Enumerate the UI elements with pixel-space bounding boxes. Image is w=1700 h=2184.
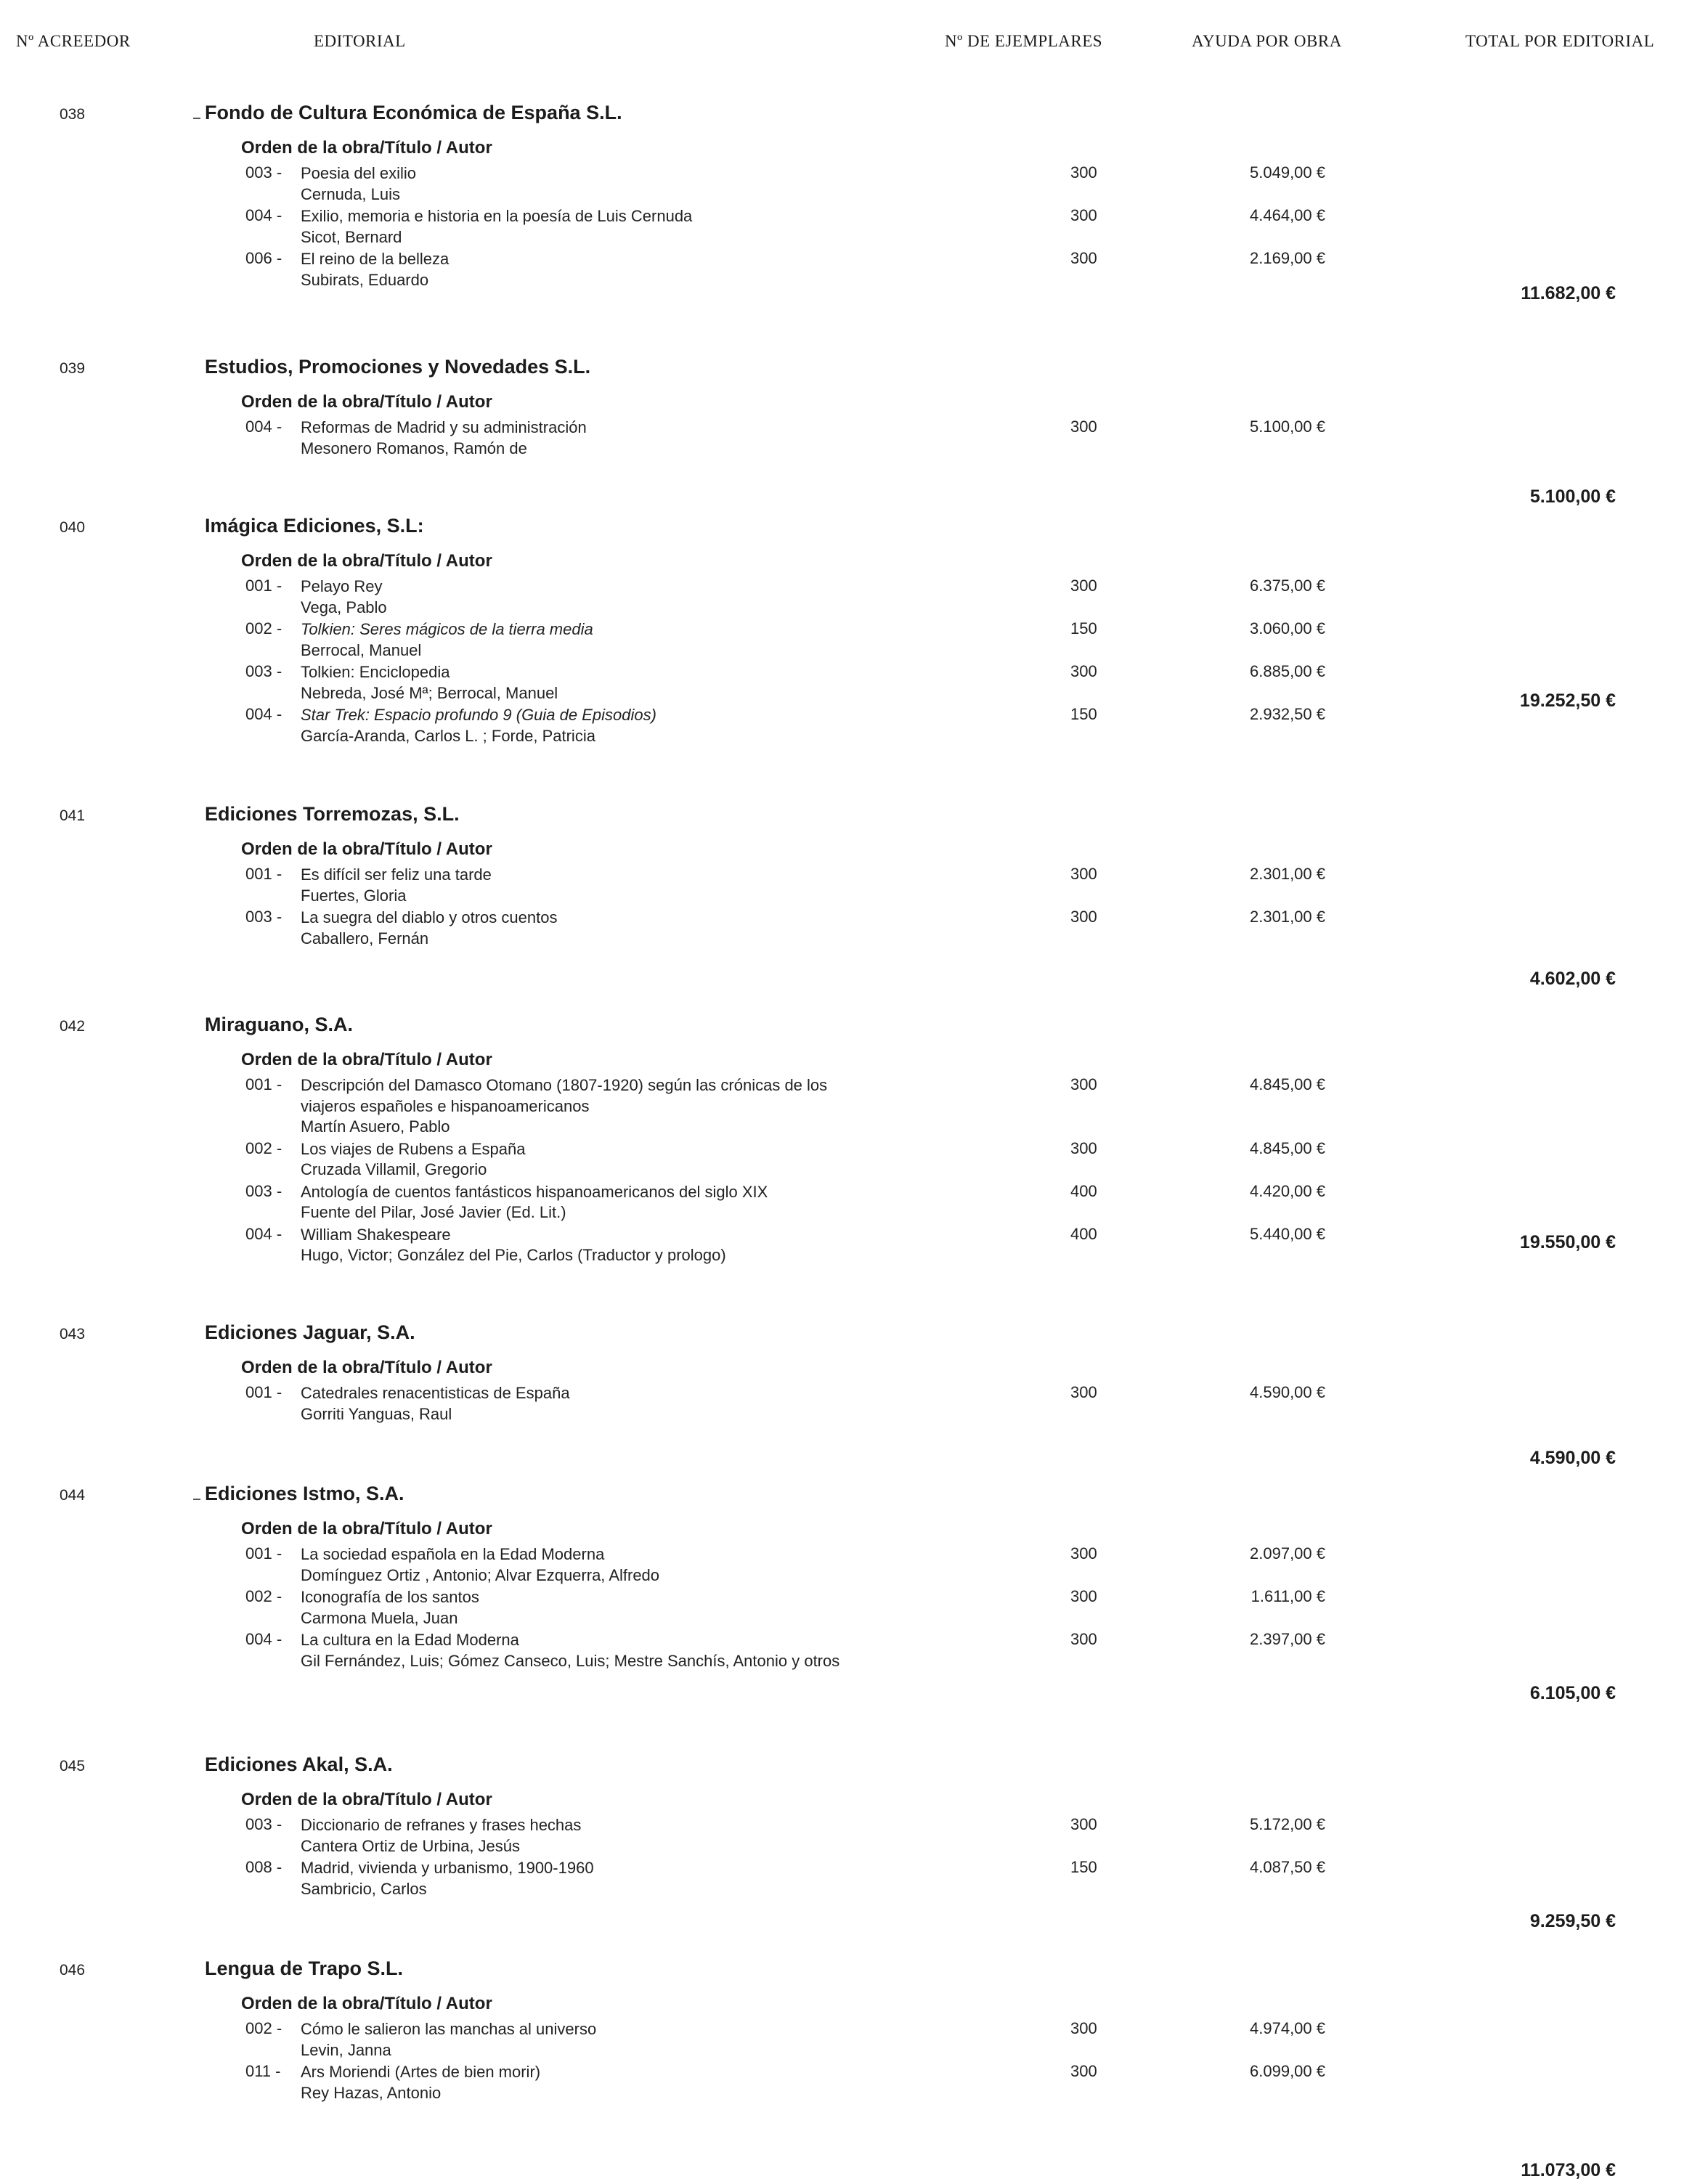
work-title: Descripción del Damasco Otomano (1807-1920) según las crónicas de los viajeros españoles e hispanoamericanos [301,1076,828,1115]
work-title: Tolkien: Enciclopedia [301,663,450,681]
items-subheading: Orden de la obra/Título / Autor [241,138,492,158]
work-author: Berrocal, Manuel [301,640,422,659]
copies-count: 150 [1070,1858,1097,1876]
aid-amount: 2.932,50 € [1250,705,1325,723]
header-total: TOTAL POR EDITORIAL [1465,32,1655,50]
work-row [0,1182,1700,1225]
creditor-number: 038 [60,106,86,123]
copies-count: 300 [1070,163,1097,182]
work-order: 001 - [245,1075,282,1093]
work-order: 003 - [245,1815,282,1833]
aid-amount: 2.169,00 € [1250,249,1325,267]
work-author: Cruzada Villamil, Gregorio [301,1160,487,1178]
work-order: 003 - [245,908,282,926]
work-row [0,1544,1700,1587]
work-order: 001 - [245,1383,282,1401]
work-row [0,417,1700,460]
copies-count: 300 [1070,1544,1097,1562]
work-author: Hugo, Victor; González del Pie, Carlos (Traductor y prologo) [301,1246,726,1264]
items-subheading: Orden de la obra/Título / Autor [241,1790,492,1809]
work-order: 004 - [245,417,282,436]
aid-amount: 2.301,00 € [1250,908,1325,926]
aid-amount: 1.611,00 € [1250,1587,1325,1605]
work-order: 004 - [245,705,282,723]
creditor-number: 041 [60,807,86,824]
creditor-number: 042 [60,1018,86,1035]
copies-count: 300 [1070,2062,1097,2080]
work-author: Caballero, Fernán [301,929,429,948]
work-row [0,619,1700,662]
aid-amount: 6.885,00 € [1250,662,1325,680]
work-title: Ars Moriendi (Artes de bien morir) [301,2063,541,2081]
items-subheading: Orden de la obra/Título / Autor [241,1994,492,2013]
aid-amount: 5.049,00 € [1250,163,1325,182]
work-row [0,1815,1700,1858]
publisher-block [0,509,1700,797]
creditor-number: 045 [60,1758,86,1774]
work-author: Sicot, Bernard [301,227,402,246]
work-row [0,1383,1700,1426]
aid-amount: 4.845,00 € [1250,1075,1325,1093]
publisher-list [0,96,1700,2184]
publisher-total: 4.602,00 € [1529,969,1616,989]
publisher-total: 6.105,00 € [1529,1683,1616,1703]
aid-amount: 5.440,00 € [1250,1224,1325,1243]
work-title: Madrid, vivienda y urbanismo, 1900-1960 [301,1859,594,1877]
work-row [0,1587,1700,1630]
publisher-name: Ediciones Akal, S.A. [205,1753,393,1775]
aid-amount: 6.375,00 € [1250,576,1325,595]
aid-amount: 4.845,00 € [1250,1138,1325,1157]
publisher-total: 9.259,50 € [1529,1911,1616,1931]
work-order: 003 - [245,163,282,182]
publisher-total: 4.590,00 € [1529,1448,1616,1468]
copies-count: 300 [1070,662,1097,680]
aid-amount: 4.464,00 € [1250,206,1325,224]
header-editorial: EDITORIAL [314,32,406,50]
publisher-block [0,1008,1700,1316]
work-author: Gil Fernández, Luis; Gómez Canseco, Luis; Mestre Sanchís, Antonio y otros [301,1651,840,1670]
work-title: Poesia del exilio [301,164,416,182]
copies-count: 300 [1070,576,1097,595]
copies-count: 300 [1070,1075,1097,1093]
work-title: La suegra del diablo y otros cuentos [301,908,558,926]
work-order: 006 - [245,249,282,267]
work-author: Levin, Janna [301,2040,391,2059]
copies-count: 300 [1070,908,1097,926]
copies-count: 400 [1070,1181,1097,1200]
work-author: Domínguez Ortiz , Antonio; Alvar Ezquerra, Alfredo [301,1565,660,1584]
aid-amount: 4.590,00 € [1250,1383,1325,1401]
aid-amount: 3.060,00 € [1250,619,1325,637]
header-ejemplares: Nº DE EJEMPLARES [945,32,1103,50]
publisher-name: Imágica Ediciones, S.L: [205,515,424,537]
publisher-total: 11.073,00 € [1521,2160,1616,2180]
work-order: 002 - [245,619,282,637]
work-author: Subirats, Eduardo [301,270,429,289]
copies-count: 300 [1070,1138,1097,1157]
publisher-total: 19.550,00 € [1519,1232,1616,1252]
work-order: 004 - [245,1224,282,1243]
work-row [0,1139,1700,1182]
work-order: 003 - [245,1181,282,1200]
copies-count: 150 [1070,705,1097,723]
creditor-number: 040 [60,519,86,536]
work-author: Mesonero Romanos, Ramón de [301,439,527,457]
aid-amount: 2.301,00 € [1250,865,1325,883]
work-title: Iconografía de los santos [301,1588,479,1606]
aid-amount: 2.397,00 € [1250,1630,1325,1648]
aid-amount: 4.420,00 € [1250,1181,1325,1200]
publisher-name: Estudios, Promociones y Novedades S.L. [205,356,591,378]
work-list [0,417,1700,460]
publisher-block [0,797,1700,1008]
work-order: 001 - [245,576,282,595]
work-title: Cómo le salieron las manchas al universo [301,2020,597,2038]
work-order: 002 - [245,1587,282,1605]
aid-amount: 5.100,00 € [1250,417,1325,436]
header-ayuda: AYUDA POR OBRA [1192,32,1342,50]
creditor-number: 039 [60,360,86,377]
work-order: 004 - [245,206,282,224]
copies-count: 300 [1070,1383,1097,1401]
work-row [0,865,1700,908]
work-author: Carmona Muela, Juan [301,1608,458,1627]
work-order: 004 - [245,1630,282,1648]
work-order: 002 - [245,1138,282,1157]
work-title: Reformas de Madrid y su administración [301,418,587,436]
work-order: 001 - [245,865,282,883]
work-author: Gorriti Yanguas, Raul [301,1404,452,1423]
items-subheading: Orden de la obra/Título / Autor [241,392,492,412]
work-author: Vega, Pablo [301,598,387,616]
work-title: Star Trek: Espacio profundo 9 (Guia de Episodios) [301,706,656,724]
publisher-name: Miraguano, S.A. [205,1014,354,1035]
work-title: La cultura en la Edad Moderna [301,1631,519,1649]
work-list [0,163,1700,292]
work-title: Exilio, memoria e historia en la poesía de Luis Cernuda [301,207,693,225]
publisher-total: 5.100,00 € [1529,486,1616,507]
items-subheading: Orden de la obra/Título / Autor [241,1050,492,1069]
work-list [0,1075,1700,1268]
work-order: 011 - [245,2062,281,2080]
aid-amount: 2.097,00 € [1250,1544,1325,1562]
work-author: Sambricio, Carlos [301,1879,427,1898]
work-row [0,1858,1700,1901]
copies-count: 300 [1070,206,1097,224]
publisher-block [0,350,1700,509]
copies-count: 300 [1070,865,1097,883]
work-list [0,1815,1700,1901]
creditor-number: 044 [60,1487,86,1504]
aid-amount: 4.087,50 € [1250,1858,1325,1876]
work-author: García-Aranda, Carlos L. ; Forde, Patricia [301,726,595,745]
aid-amount: 5.172,00 € [1250,1815,1325,1833]
work-list [0,1544,1700,1673]
publisher-name: Lengua de Trapo S.L. [205,1957,404,1979]
work-title: El reino de la belleza [301,250,450,268]
work-title: La sociedad española en la Edad Moderna [301,1545,605,1563]
items-subheading: Orden de la obra/Título / Autor [241,1358,492,1377]
copies-count: 300 [1070,1630,1097,1648]
work-title: Es difícil ser feliz una tarde [301,865,492,884]
publisher-block [0,1748,1700,1952]
work-order: 008 - [245,1858,282,1876]
publisher-total: 19.252,50 € [1519,690,1616,711]
work-author: Cernuda, Luis [301,184,400,203]
publisher-block [0,1316,1700,1477]
copies-count: 300 [1070,1815,1097,1833]
work-title: Pelayo Rey [301,577,383,595]
work-list [0,576,1700,748]
copies-count: 300 [1070,2019,1097,2037]
work-title: Los viajes de Rubens a España [301,1139,526,1158]
items-subheading: Orden de la obra/Título / Autor [241,1519,492,1539]
publisher-block [0,1952,1700,2184]
work-row [0,1630,1700,1673]
work-title: Antología de cuentos fantásticos hispanoamericanos del siglo XIX [301,1182,768,1201]
publisher-name: Ediciones Istmo, S.A. [205,1483,404,1504]
header-acreedor: Nº ACREEDOR [16,32,131,50]
work-author: Rey Hazas, Antonio [301,2083,442,2102]
work-row [0,908,1700,950]
copies-count: 300 [1070,1587,1097,1605]
work-author: Martín Asuero, Pablo [301,1117,450,1136]
work-title: Diccionario de refranes y frases hechas [301,1816,582,1834]
creditor-number: 046 [60,1962,86,1979]
work-author: Nebreda, José Mª; Berrocal, Manuel [301,683,558,702]
work-row [0,163,1700,206]
work-row [0,1225,1700,1268]
work-order: 003 - [245,662,282,680]
aid-amount: 4.974,00 € [1250,2019,1325,2037]
work-list [0,1383,1700,1426]
publisher-block [0,96,1700,350]
copies-count: 300 [1070,417,1097,436]
work-row [0,2019,1700,2062]
work-row [0,705,1700,748]
work-author: Cantera Ortiz de Urbina, Jesús [301,1836,521,1855]
publisher-block [0,1477,1700,1748]
scan-mark [193,118,200,119]
scan-mark [193,1499,200,1500]
items-subheading: Orden de la obra/Título / Autor [241,839,492,859]
work-title: Tolkien: Seres mágicos de la tierra media [301,620,593,638]
work-row [0,2062,1700,2105]
work-row [0,249,1700,292]
aid-amount: 6.099,00 € [1250,2062,1325,2080]
work-list [0,2019,1700,2105]
work-row [0,662,1700,705]
work-title: Catedrales renacentisticas de España [301,1384,570,1402]
items-subheading: Orden de la obra/Título / Autor [241,551,492,571]
work-list [0,865,1700,950]
publisher-name: Ediciones Torremozas, S.L. [205,803,460,825]
publisher-name: Fondo de Cultura Económica de España S.L. [205,102,622,123]
work-order: 002 - [245,2019,282,2037]
publisher-name: Ediciones Jaguar, S.A. [205,1321,415,1343]
copies-count: 150 [1070,619,1097,637]
work-row [0,576,1700,619]
work-order: 001 - [245,1544,282,1562]
work-title: William Shakespeare [301,1225,451,1244]
work-author: Fuertes, Gloria [301,886,407,905]
work-row [0,206,1700,249]
copies-count: 400 [1070,1224,1097,1243]
copies-count: 300 [1070,249,1097,267]
publisher-total: 11.682,00 € [1521,283,1616,303]
work-row [0,1075,1700,1139]
creditor-number: 043 [60,1326,86,1342]
work-author: Fuente del Pilar, José Javier (Ed. Lit.) [301,1203,566,1221]
